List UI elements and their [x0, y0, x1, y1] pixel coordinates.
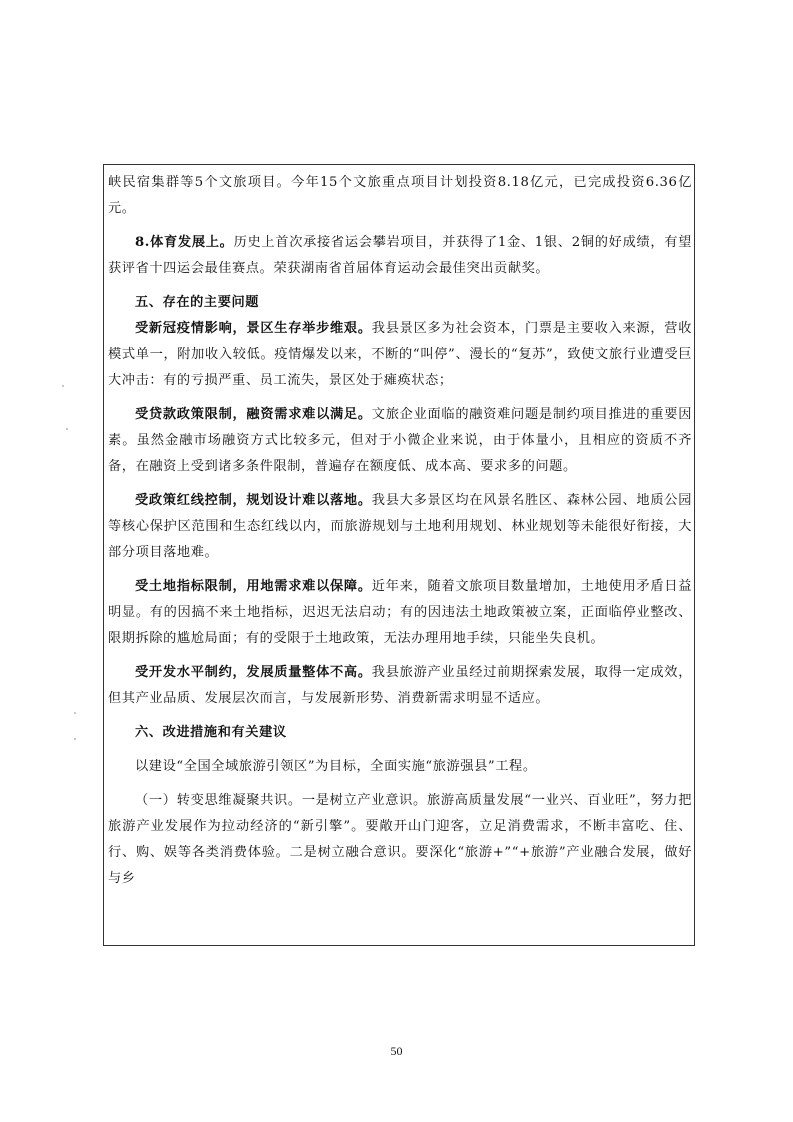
issue-text: 我县大多景区均在风景名胜区、森林公园、地质公园等核心保护区范围和生态红线以内，而旅游规划与土地利用规划、林业规划等未能很好衔接，大部分项目落地难。 [108, 493, 692, 560]
issue-lead: 受新冠疫情影响，景区生存举步维艰。 [135, 321, 372, 336]
scan-speck [74, 738, 76, 740]
document-body [108, 170, 692, 892]
issue-lead: 受贷款政策限制，融资需求难以满足。 [135, 407, 372, 422]
paragraph-measure-1: （一）转变思维凝聚共识。一是树立产业意识。旅游高质量发展“一业兴、百业旺”，努力把旅游产业发展作为拉动经济的“新引擎”。要敞开山门迎客，立足消费需求，不断丰富吃、住、行、购、娱等各类消费体验。二是树立融合意识。要深化“旅游+”“+旅游”产业融合发展，做好与乡 [108, 793, 692, 886]
scan-speck [74, 712, 76, 714]
page-number: 50 [390, 1044, 403, 1058]
sport-text: 历史上首次承接省运会攀岩项目，并获得了1金、1银、2铜的好成绩，有望获评省十四运会最佳赛点。荣获湖南省首届体育运动会最佳突出贡献奖。 [108, 235, 692, 276]
paragraph-goal: 以建设“全国全域旅游引领区”为目标，全面实施“旅游强县”工程。 [135, 759, 537, 774]
section-5-title: 五、存在的主要问题 [135, 295, 260, 310]
scan-speck [66, 428, 68, 430]
paragraph-sport [108, 230, 692, 282]
issue-text: 我县景区多为社会资本，门票是主要收入来源，营收模式单一，附加收入较低。疫情爆发以来，不断的“叫停”、漫长的“复苏”，致使文旅行业遭受巨大冲击：有的亏损严重、员工流失，景区处于瘫痪状态； [108, 321, 692, 388]
issue-text: 近年来，随着文旅项目数量增加，土地使用矛盾日益明显。有的因搞不来土地指标，迟迟无法启动；有的因违法土地政策被立案，正面临停业整改、限期拆除的尴尬局面；有的受限于土地政策，无法办理用地手续，只能坐失良机。 [108, 579, 692, 646]
issue-paragraph-5 [108, 660, 692, 712]
issue-paragraph-1 [108, 316, 692, 394]
issue-text: 我县旅游产业虽经过前期探索发展，取得一定成效，但其产业品质、发展层次而言，与发展新形势、消费新需求明显不适应。 [108, 665, 692, 706]
scan-speck [62, 385, 64, 387]
sport-lead: 8.体育发展上。 [135, 235, 234, 250]
issue-lead: 受土地指标限制，用地需求难以保障。 [135, 579, 372, 594]
issue-paragraph-4 [108, 574, 692, 652]
issue-lead: 受开发水平制约，发展质量整体不高。 [135, 665, 372, 680]
issue-paragraph-2 [108, 402, 692, 480]
section-6-title: 六、改进措施和有关建议 [135, 725, 287, 740]
issue-text: 文旅企业面临的融资难问题是制约项目推进的重要因素。虽然金融市场融资方式比较多元，但对于小微企业来说，由于体量小，且相应的资质不齐备，在融资上受到诸多条件限制，普遍存在额度低、成本高、要求多的问题。 [108, 407, 692, 474]
issue-lead: 受政策红线控制，规划设计难以落地。 [135, 493, 372, 508]
paragraph-continued: 峡民宿集群等5个文旅项目。今年15个文旅重点项目计划投资8.18亿元，已完成投资6.36亿元。 [108, 175, 692, 216]
issue-paragraph-3 [108, 488, 692, 566]
